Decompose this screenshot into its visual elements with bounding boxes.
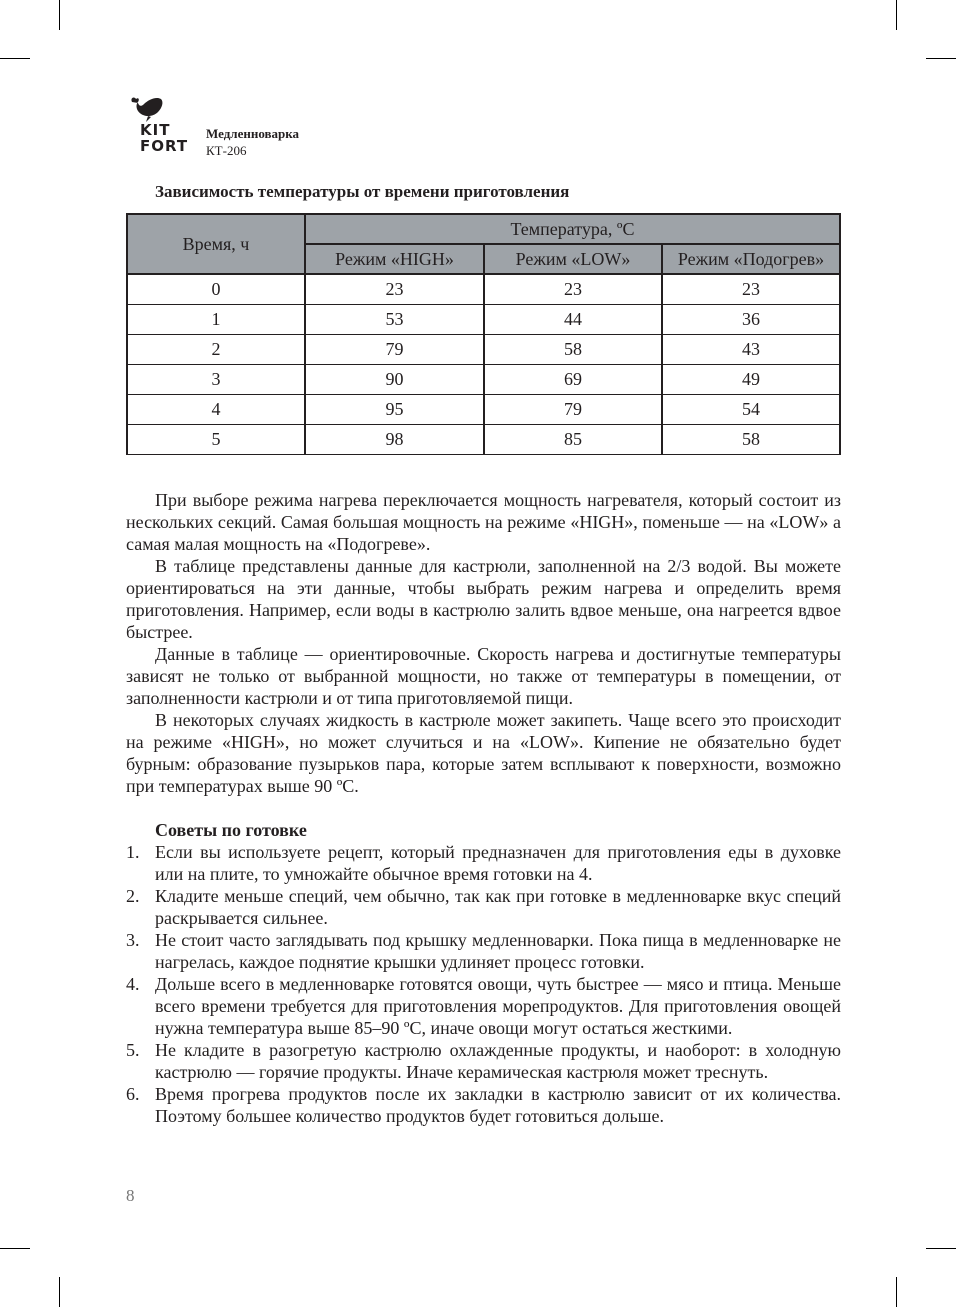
crop-mark — [59, 1277, 60, 1307]
table-cell: 1 — [127, 304, 305, 334]
table-row — [127, 394, 840, 424]
table-cell: 2 — [127, 334, 305, 364]
tip-number: 2. — [126, 886, 140, 906]
header-mode-high: Режим «HIGH» — [305, 244, 484, 274]
table-cell: 23 — [484, 274, 662, 304]
table-cell: 58 — [484, 334, 662, 364]
table-cell: 4 — [127, 394, 305, 424]
crop-mark — [896, 0, 897, 30]
body-text — [126, 489, 841, 1127]
paragraph: В таблице представлены данные для кастрюли, заполненной на 2/3 водой. Вы можете ориентироваться на эти данные, чтобы выбрать режим нагрева и определить время приготовления. Например, если воды в кастрюлю залить вдвое меньше, она нагреется вдвое быстрее. — [126, 556, 841, 642]
crop-mark — [59, 0, 60, 30]
table-cell: 23 — [662, 274, 840, 304]
tip-number: 4. — [126, 974, 140, 994]
table-cell: 36 — [662, 304, 840, 334]
tip-text: Не стоит часто заглядывать под крышку медленноварки. Пока пища в медленноварке не нагрелась, каждое поднятие крышки удлиняет процесс готовки. — [155, 930, 841, 972]
crop-mark — [926, 58, 956, 59]
page-number: 8 — [126, 1186, 135, 1205]
table-cell: 44 — [484, 304, 662, 334]
header-mode-low: Режим «LOW» — [484, 244, 662, 274]
tip-text: Время прогрева продуктов после их закладки в кастрюлю зависит от их количества. Поэтому большее количество продуктов будет готовиться дольше. — [155, 1084, 841, 1126]
crop-mark — [896, 1277, 897, 1307]
paragraph: При выборе режима нагрева переключается мощность нагревателя, который состоит из нескольких секций. Самая большая мощность на режиме «HIGH», поменьше — на «LOW» а самая малая мощность на «Подогреве». — [126, 490, 841, 554]
tip-number: 6. — [126, 1084, 140, 1104]
table-cell: 90 — [305, 364, 484, 394]
table-cell: 49 — [662, 364, 840, 394]
table-cell: 69 — [484, 364, 662, 394]
header-mode-warm: Режим «Подогрев» — [662, 244, 840, 274]
header-temperature: Температура, ºС — [305, 214, 840, 244]
table-cell: 0 — [127, 274, 305, 304]
table-cell: 3 — [127, 364, 305, 394]
table-cell: 23 — [305, 274, 484, 304]
tip-text: Кладите меньше специй, чем обычно, так как при готовке в медленноварке вкус специй раскрывается сильнее. — [155, 886, 841, 928]
tip-item — [126, 841, 841, 885]
table-cell: 43 — [662, 334, 840, 364]
tip-item — [126, 1039, 841, 1083]
tip-number: 3. — [126, 930, 140, 950]
table-row — [127, 424, 840, 454]
table-row — [127, 274, 840, 304]
table-cell: 54 — [662, 394, 840, 424]
table-cell: 98 — [305, 424, 484, 454]
table-cell: 95 — [305, 394, 484, 424]
brand-kit: KIT — [140, 121, 171, 139]
table-cell: 79 — [305, 334, 484, 364]
product-header — [206, 125, 299, 159]
whale-icon — [128, 96, 164, 122]
table-cell: 58 — [662, 424, 840, 454]
kitfort-logo — [126, 96, 196, 154]
temperature-table — [126, 213, 841, 455]
table-title: Зависимость температуры от времени приготовления — [155, 182, 570, 201]
crop-mark — [0, 58, 30, 59]
tip-item — [126, 929, 841, 973]
tip-text: Если вы используете рецепт, который предназначен для приготовления еды в духовке или на плите, то умножайте обычное время готовки на 4. — [155, 842, 841, 884]
table-cell: 53 — [305, 304, 484, 334]
table-cell: 5 — [127, 424, 305, 454]
tip-number: 5. — [126, 1040, 140, 1060]
table-cell: 85 — [484, 424, 662, 454]
tip-item — [126, 885, 841, 929]
tip-item — [126, 1083, 841, 1127]
tip-text: Не кладите в разогретую кастрюлю охлажденные продукты, и наоборот: в холодную кастрюлю — горячие продукты. Иначе керамическая кастрюля может треснуть. — [155, 1040, 841, 1082]
table-row — [127, 304, 840, 334]
brand-fort: FORT — [140, 137, 189, 155]
tip-text: Дольше всего в медленноварке готовятся овощи, чуть быстрее — мясо и птица. Меньше всего времени требуется для приготовления морепродуктов. Для приготовления овощей нужна температура выше 85–90 ºС, иначе овощи могут остаться жесткими. — [155, 974, 841, 1038]
table-cell: 79 — [484, 394, 662, 424]
table-row — [127, 364, 840, 394]
header-time: Время, ч — [127, 214, 305, 274]
paragraph: В некоторых случаях жидкость в кастрюле может закипеть. Чаще всего это происходит на режиме «HIGH», но может случиться и на «LOW». Кипение не обязательно будет бурным: образование пузырьков пара, которые затем всплывают к поверхности, возможно при температурах выше 90 ºС. — [126, 710, 841, 796]
product-name: Медленноварка — [206, 126, 300, 141]
crop-mark — [926, 1248, 956, 1249]
tips-list — [126, 841, 841, 1127]
tip-number: 1. — [126, 842, 140, 862]
table-row — [127, 334, 840, 364]
crop-mark — [0, 1248, 30, 1249]
paragraph: Данные в таблице — ориентировочные. Скорость нагрева и достигнутые температуры зависят не только от выбранной мощности, но также от температуры в помещении, от заполненности кастрюли и от типа приготовляемой пищи. — [126, 644, 841, 708]
tip-item — [126, 973, 841, 1039]
tips-heading: Советы по готовке — [155, 820, 307, 840]
product-model: КТ-206 — [206, 143, 247, 158]
